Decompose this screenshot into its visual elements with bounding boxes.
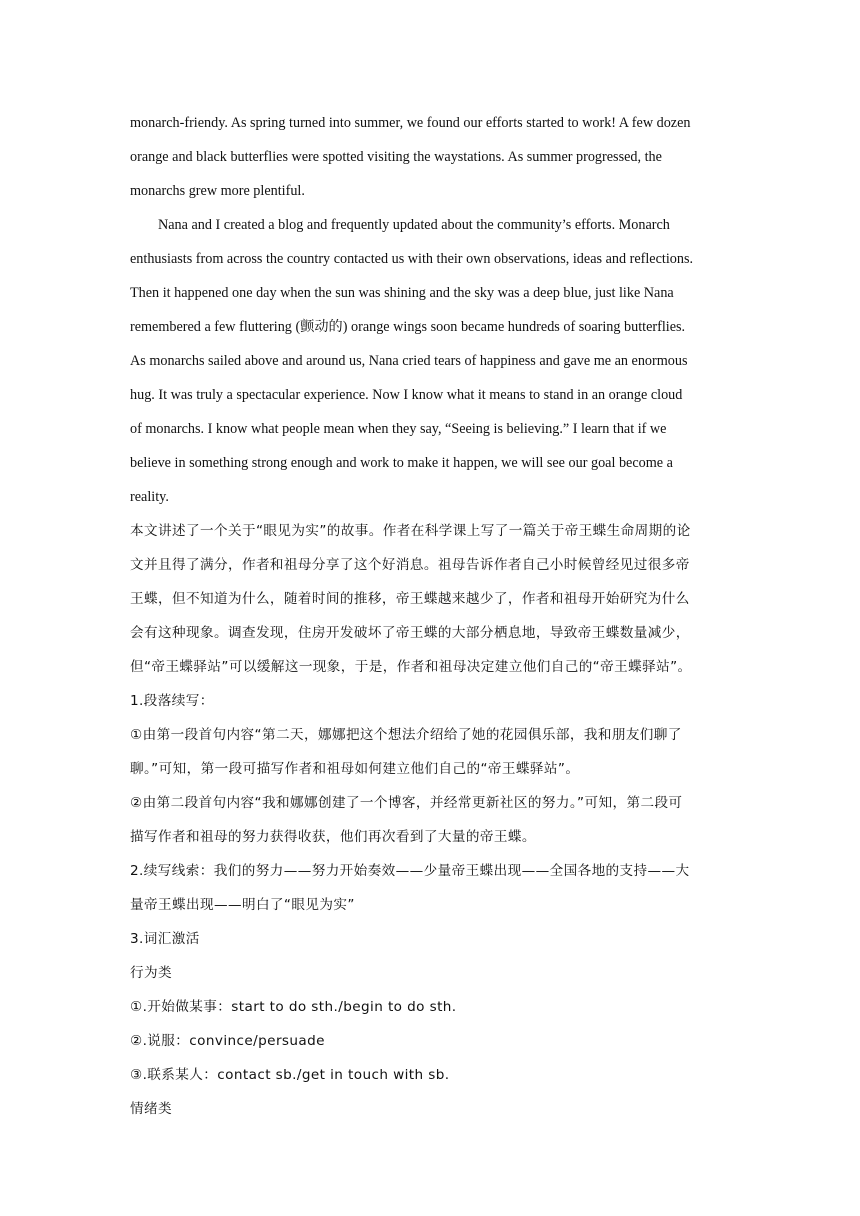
section-1-heading: 1.段落续写： [130, 693, 214, 709]
story-paragraph-2 [130, 208, 734, 514]
text-line: hug. It was truly a spectacular experience. Now I know what it means to stand in an orange cloud [130, 387, 683, 403]
text-line: enthusiasts from across the country contacted us with their own observations, ideas and reflections. [130, 251, 694, 267]
category-behavior: 行为类 [130, 965, 172, 981]
text-line: 会有这种现象。调查发现，住房开发破坏了帝王蝶的大部分栖息地，导致帝王蝶数量减少， [130, 625, 690, 641]
text-line: 2.续写线索：我们的努力——努力开始奏效——少量帝王蝶出现——全国各地的支持——大 [130, 863, 690, 879]
document-content [130, 106, 734, 1126]
text-line: 聊。”可知，第一段可描写作者和祖母如何建立他们自己的“帝王蝶驿站”。 [130, 761, 580, 777]
text-line: monarchs grew more plentiful. [130, 183, 305, 199]
analysis-paragraph [130, 514, 734, 684]
text-line: 文并且得了满分，作者和祖母分享了这个好消息。祖母告诉作者自己小时候曾经见过很多帝 [130, 557, 690, 573]
text-line: remembered a few fluttering (颤动的) orange wings soon became hundreds of soaring butterflies. [130, 319, 686, 335]
text-line: Nana and I created a blog and frequently updated about the community’s efforts. Monarch [158, 217, 670, 233]
vocab-item: ②.说服：convince/persuade [130, 1033, 325, 1049]
category-emotion: 情绪类 [130, 1101, 172, 1117]
section-1-item-2 [130, 786, 734, 854]
text-line: ②由第二段首句内容“我和娜娜创建了一个博客，并经常更新社区的努力。”可知，第二段可 [130, 795, 683, 811]
text-line: reality. [130, 489, 169, 505]
vocab-item: ①.开始做某事：start to do sth./begin to do sth. [130, 999, 457, 1015]
story-paragraph-1 [130, 106, 734, 208]
text-line: 本文讲述了一个关于“眼见为实”的故事。作者在科学课上写了一篇关于帝王蝶生命周期的论 [130, 523, 691, 539]
text-line: As monarchs sailed above and around us, Nana cried tears of happiness and gave me an enormous [130, 353, 688, 369]
text-line: 王蝶，但不知道为什么，随着时间的推移，帝王蝶越来越少了，作者和祖母开始研究为什么 [130, 591, 690, 607]
text-line: 描写作者和祖母的努力获得收获，他们再次看到了大量的帝王蝶。 [130, 829, 536, 845]
text-line: of monarchs. I know what people mean when they say, “Seeing is believing.” I learn that if we [130, 421, 667, 437]
text-line: believe in something strong enough and work to make it happen, we will see our goal become a [130, 455, 673, 471]
section-2-clues [130, 854, 734, 922]
text-line: Then it happened one day when the sun was shining and the sky was a deep blue, just like Nana [130, 285, 674, 301]
section-3-heading: 3.词汇激活 [130, 931, 200, 947]
text-line: 量帝王蝶出现——明白了“眼见为实” [130, 897, 355, 913]
text-line: monarch-friendy. As spring turned into summer, we found our efforts started to work! A few dozen [130, 115, 691, 131]
section-1-item-1 [130, 718, 734, 786]
vocab-item: ③.联系某人：contact sb./get in touch with sb. [130, 1067, 450, 1083]
text-line: orange and black butterflies were spotted visiting the waystations. As summer progressed, the [130, 149, 662, 165]
text-line: ①由第一段首句内容“第二天，娜娜把这个想法介绍给了她的花园俱乐部，我和朋友们聊了 [130, 727, 682, 743]
text-line: 但“帝王蝶驿站”可以缓解这一现象，于是，作者和祖母决定建立他们自己的“帝王蝶驿站”。 [130, 659, 692, 675]
